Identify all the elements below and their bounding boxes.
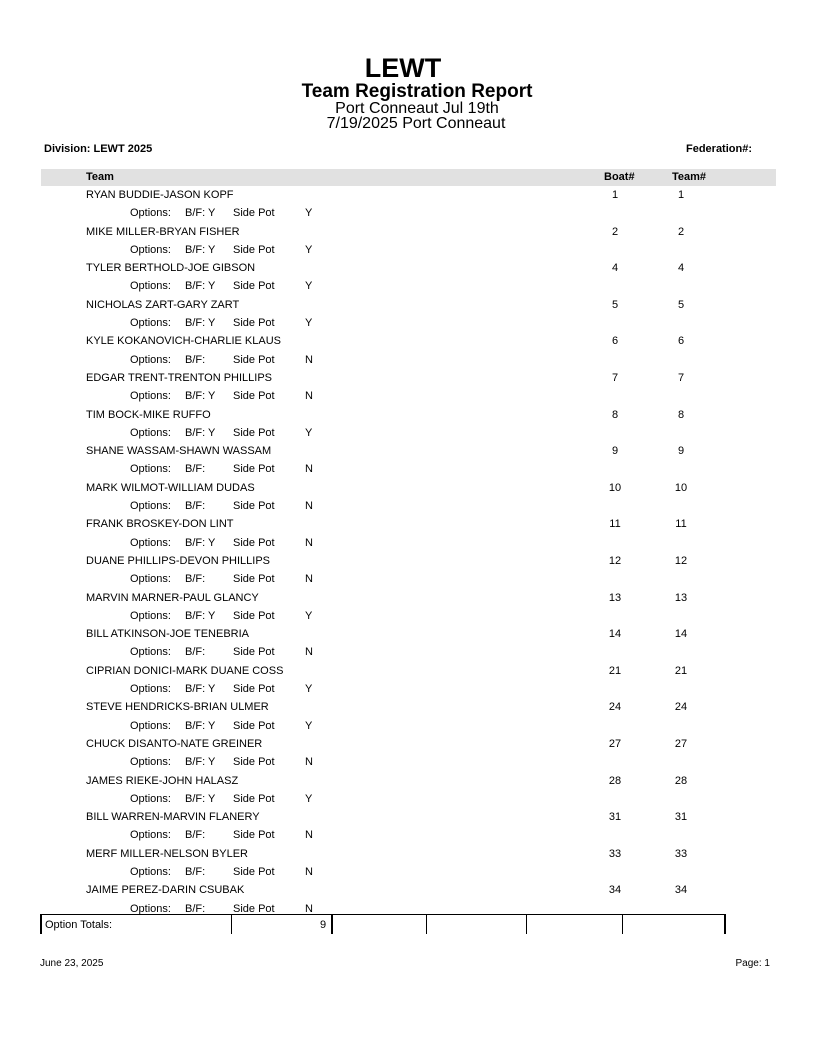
team-number-column-header: Team# <box>672 171 707 183</box>
event-date-location: 7/19/2025 Port Conneaut <box>326 115 506 132</box>
side-pot-label: Side Pot <box>233 792 275 805</box>
table-row <box>0 809 816 827</box>
bf-option: B/F: Y <box>185 243 216 256</box>
team-number: 14 <box>674 628 688 641</box>
bf-option: B/F: Y <box>185 390 216 403</box>
side-pot-value: N <box>305 829 313 842</box>
bf-option: B/F: <box>185 865 206 878</box>
option-totals-value: 9 <box>320 919 327 931</box>
table-row <box>0 260 816 278</box>
options-row <box>0 644 816 662</box>
table-row <box>0 443 816 461</box>
options-row <box>0 388 816 406</box>
boat-number: 21 <box>608 664 622 677</box>
team-number: 11 <box>675 518 687 531</box>
options-label: Options: <box>130 353 171 366</box>
footer-page-number: Page: 1 <box>735 958 770 969</box>
event-name: Port Conneaut Jul 19th <box>335 100 499 117</box>
column-header-bar <box>41 169 776 186</box>
side-pot-value: N <box>305 865 313 878</box>
options-label: Options: <box>130 792 171 805</box>
team-name: CHUCK DISANTO-NATE GREINER <box>86 737 263 750</box>
options-row <box>0 352 816 370</box>
team-number: 8 <box>677 408 685 421</box>
team-number: 33 <box>674 847 688 860</box>
bf-option: B/F: Y <box>185 792 216 805</box>
table-row <box>0 553 816 571</box>
options-row <box>0 681 816 699</box>
team-number: 28 <box>674 774 688 787</box>
report-subtitle: Team Registration Report <box>301 81 533 102</box>
team-name: NICHOLAS ZART-GARY ZART <box>86 298 240 311</box>
table-row <box>0 516 816 534</box>
side-pot-value: N <box>305 573 313 586</box>
side-pot-value: N <box>305 536 313 549</box>
options-row <box>0 864 816 882</box>
options-row <box>0 571 816 589</box>
boat-number: 10 <box>608 481 622 494</box>
team-name: MARK WILMOT-WILLIAM DUDAS <box>86 481 255 494</box>
table-row <box>0 626 816 644</box>
boat-number: 1 <box>611 189 619 201</box>
side-pot-label: Side Pot <box>233 829 275 842</box>
report-header <box>0 54 816 132</box>
boat-number: 2 <box>611 225 619 238</box>
federation-label: Federation#: <box>685 143 752 155</box>
options-label: Options: <box>130 280 171 293</box>
options-label: Options: <box>130 207 171 220</box>
team-name: STEVE HENDRICKS-BRIAN ULMER <box>86 701 269 714</box>
report-title: LEWT <box>364 53 442 83</box>
side-pot-label: Side Pot <box>233 683 275 696</box>
division-label: Division: LEWT 2025 <box>44 143 153 155</box>
options-label: Options: <box>130 829 171 842</box>
side-pot-value: Y <box>305 317 313 330</box>
options-row <box>0 461 816 479</box>
team-number: 10 <box>674 481 688 494</box>
team-name: EDGAR TRENT-TRENTON PHILLIPS <box>86 371 273 384</box>
options-row <box>0 535 816 553</box>
team-name: BILL WARREN-MARVIN FLANERY <box>86 811 260 824</box>
team-name: TYLER BERTHOLD-JOE GIBSON <box>86 262 256 275</box>
boat-number: 34 <box>608 884 622 897</box>
bf-option: B/F: <box>185 500 206 513</box>
team-number: 27 <box>674 737 688 750</box>
team-number: 13 <box>674 591 688 604</box>
footer-date: June 23, 2025 <box>40 958 104 969</box>
boat-number: 12 <box>608 554 622 567</box>
table-row <box>0 846 816 864</box>
team-name: DUANE PHILLIPS-DEVON PHILLIPS <box>86 554 271 567</box>
boat-number: 14 <box>608 628 622 641</box>
bf-option: B/F: Y <box>185 719 216 732</box>
options-label: Options: <box>130 500 171 513</box>
team-number: 9 <box>677 445 685 458</box>
options-label: Options: <box>130 317 171 330</box>
side-pot-label: Side Pot <box>233 609 275 622</box>
options-row <box>0 827 816 845</box>
bf-option: B/F: <box>185 646 206 659</box>
options-row <box>0 242 816 260</box>
side-pot-label: Side Pot <box>233 865 275 878</box>
team-name: JAMES RIEKE-JOHN HALASZ <box>86 774 239 787</box>
options-row <box>0 498 816 516</box>
table-row <box>0 224 816 242</box>
options-row <box>0 754 816 772</box>
boat-number: 28 <box>608 774 622 787</box>
bf-option: B/F: Y <box>185 683 216 696</box>
side-pot-label: Side Pot <box>233 426 275 439</box>
side-pot-label: Side Pot <box>233 463 275 476</box>
bf-option: B/F: Y <box>185 756 216 769</box>
options-label: Options: <box>130 646 171 659</box>
side-pot-value: N <box>305 353 313 366</box>
table-row <box>0 663 816 681</box>
bf-option: B/F: <box>185 573 206 586</box>
side-pot-value: Y <box>305 683 313 696</box>
table-row <box>0 480 816 498</box>
side-pot-label: Side Pot <box>233 756 275 769</box>
options-label: Options: <box>130 865 171 878</box>
side-pot-value: N <box>305 463 313 476</box>
bf-option: B/F: Y <box>185 536 216 549</box>
team-number: 12 <box>674 554 688 567</box>
team-name: SHANE WASSAM-SHAWN WASSAM <box>86 445 272 458</box>
options-row <box>0 718 816 736</box>
options-row <box>0 278 816 296</box>
options-label: Options: <box>130 719 171 732</box>
options-row <box>0 425 816 443</box>
bf-option: B/F: Y <box>185 280 216 293</box>
side-pot-value: N <box>305 500 313 513</box>
side-pot-label: Side Pot <box>233 390 275 403</box>
side-pot-label: Side Pot <box>233 536 275 549</box>
team-number: 2 <box>677 225 685 238</box>
options-row <box>0 791 816 809</box>
options-label: Options: <box>130 756 171 769</box>
side-pot-value: Y <box>305 207 313 220</box>
side-pot-label: Side Pot <box>233 207 275 220</box>
side-pot-value: Y <box>305 426 313 439</box>
team-name: MARVIN MARNER-PAUL GLANCY <box>86 591 259 604</box>
boat-number: 13 <box>608 591 622 604</box>
options-label: Options: <box>130 426 171 439</box>
options-label: Options: <box>130 536 171 549</box>
bf-option: B/F: <box>185 902 206 915</box>
side-pot-value: N <box>305 756 313 769</box>
bf-option: B/F: Y <box>185 317 216 330</box>
team-number: 34 <box>674 884 688 897</box>
table-row <box>0 297 816 315</box>
boat-number: 8 <box>611 408 619 421</box>
options-row <box>0 205 816 223</box>
boat-number: 6 <box>611 335 619 348</box>
side-pot-label: Side Pot <box>233 280 275 293</box>
team-name: CIPRIAN DONICI-MARK DUANE COSS <box>86 664 284 677</box>
boat-number: 9 <box>611 445 619 458</box>
side-pot-value: Y <box>305 792 313 805</box>
bf-option: B/F: Y <box>185 207 216 220</box>
options-label: Options: <box>130 573 171 586</box>
side-pot-value: Y <box>305 719 313 732</box>
team-number: 7 <box>677 371 685 384</box>
team-name: JAIME PEREZ-DARIN CSUBAK <box>86 884 245 897</box>
bf-option: B/F: <box>185 829 206 842</box>
team-number: 6 <box>677 335 685 348</box>
side-pot-label: Side Pot <box>233 646 275 659</box>
side-pot-label: Side Pot <box>233 353 275 366</box>
side-pot-label: Side Pot <box>233 573 275 586</box>
side-pot-label: Side Pot <box>233 500 275 513</box>
option-totals-label: Option Totals: <box>45 919 113 931</box>
boat-number: 7 <box>611 371 619 384</box>
team-name: MIKE MILLER-BRYAN FISHER <box>86 225 240 238</box>
table-row <box>0 736 816 754</box>
side-pot-value: Y <box>305 609 313 622</box>
team-number: 4 <box>677 262 685 275</box>
options-label: Options: <box>130 902 171 915</box>
table-row <box>0 773 816 791</box>
boat-number: 4 <box>611 262 619 275</box>
team-number: 1 <box>677 189 685 201</box>
table-row <box>0 333 816 351</box>
option-totals-row <box>40 914 726 934</box>
side-pot-label: Side Pot <box>233 243 275 256</box>
boat-number: 24 <box>608 701 622 714</box>
bf-option: B/F: <box>185 353 206 366</box>
table-row <box>0 590 816 608</box>
table-row <box>0 370 816 388</box>
team-name: TIM BOCK-MIKE RUFFO <box>86 408 211 421</box>
team-column-header: Team <box>86 171 114 183</box>
options-label: Options: <box>130 683 171 696</box>
side-pot-value: Y <box>305 243 313 256</box>
boat-number: 5 <box>611 298 619 311</box>
team-list <box>0 187 816 919</box>
side-pot-value: N <box>305 902 313 915</box>
team-number: 21 <box>674 664 688 677</box>
team-number: 24 <box>674 701 688 714</box>
bf-option: B/F: Y <box>185 609 216 622</box>
team-name: MERF MILLER-NELSON BYLER <box>86 847 248 860</box>
side-pot-value: N <box>305 646 313 659</box>
table-row <box>0 699 816 717</box>
boat-number: 31 <box>608 811 622 824</box>
team-name: FRANK BROSKEY-DON LINT <box>86 518 234 531</box>
table-row <box>0 407 816 425</box>
team-name: RYAN BUDDIE-JASON KOPF <box>86 189 234 201</box>
boat-column-header: Boat# <box>604 171 635 183</box>
team-number: 31 <box>674 811 688 824</box>
team-name: BILL ATKINSON-JOE TENEBRIA <box>86 628 250 641</box>
side-pot-label: Side Pot <box>233 719 275 732</box>
bf-option: B/F: <box>185 463 206 476</box>
side-pot-value: Y <box>305 280 313 293</box>
options-label: Options: <box>130 390 171 403</box>
options-row <box>0 608 816 626</box>
bf-option: B/F: Y <box>185 426 216 439</box>
side-pot-label: Side Pot <box>233 317 275 330</box>
side-pot-label: Side Pot <box>233 902 275 915</box>
side-pot-value: N <box>305 390 313 403</box>
boat-number: 33 <box>608 847 622 860</box>
boat-number: 27 <box>608 737 622 750</box>
table-row <box>0 882 816 900</box>
options-row <box>0 315 816 333</box>
table-row <box>0 187 816 205</box>
team-name: KYLE KOKANOVICH-CHARLIE KLAUS <box>86 335 282 348</box>
options-label: Options: <box>130 609 171 622</box>
boat-number: 11 <box>609 518 621 531</box>
team-number: 5 <box>677 298 685 311</box>
options-label: Options: <box>130 463 171 476</box>
options-label: Options: <box>130 243 171 256</box>
